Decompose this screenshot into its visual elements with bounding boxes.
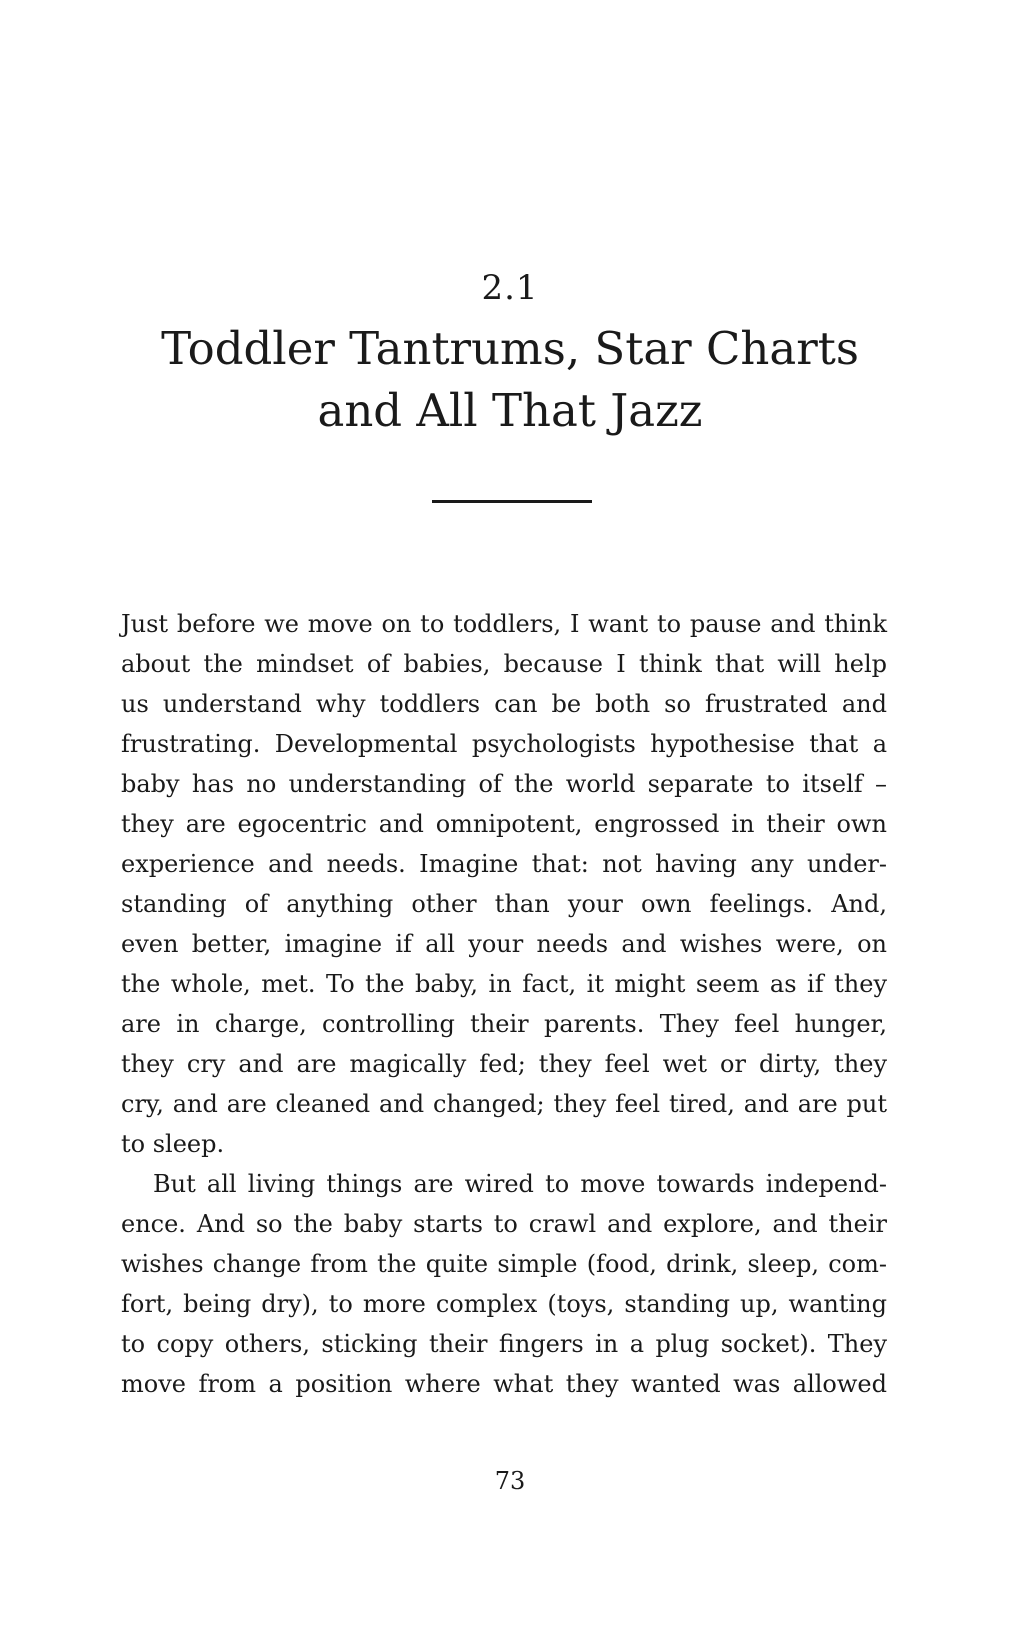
text-line: us understand why toddlers can be both so frustrated and [121,690,887,718]
title-divider [432,500,592,503]
text-line: experience and needs. Imagine that: not having any under- [121,850,887,878]
text-line: fort, being dry), to more complex (toys, standing up, wanting [121,1290,887,1318]
text-line: to sleep. [121,1130,225,1158]
chapter-title-line: and All That Jazz [317,384,703,437]
text-line: about the mindset of babies, because I think that will help [121,650,887,678]
text-line: they cry and are magically fed; they feel wet or dirty, they [121,1050,887,1078]
chapter-title-line: Toddler Tantrums, Star Charts [161,322,859,375]
text-line: baby has no understanding of the world separate to itself – [121,770,887,798]
text-line: the whole, met. To the baby, in fact, it might seem as if they [121,970,887,998]
text-line: Just before we move on to toddlers, I want to pause and think [121,610,887,638]
chapter-number: 2.1 [481,268,539,308]
text-line: even better, imagine if all your needs and wishes were, on [121,930,887,958]
text-line: cry, and are cleaned and changed; they feel tired, and are put [121,1090,887,1118]
text-line: ence. And so the baby starts to crawl and explore, and their [121,1210,887,1238]
page-number: 73 [494,1467,526,1495]
text-line: frustrating. Developmental psychologists hypothesise that a [121,730,887,758]
text-line: standing of anything other than your own feelings. And, [121,890,887,918]
text-line: are in charge, controlling their parents. They feel hunger, [121,1010,887,1038]
text-line: they are egocentric and omnipotent, engrossed in their own [121,810,887,838]
text-line: to copy others, sticking their fingers in a plug socket). They [121,1330,887,1358]
text-line: But all living things are wired to move towards independ- [153,1170,887,1198]
body-text [121,604,887,1404]
chapter-title [0,318,1020,442]
text-line: move from a position where what they wanted was allowed [121,1370,887,1398]
text-line: wishes change from the quite simple (food, drink, sleep, com- [121,1250,887,1278]
